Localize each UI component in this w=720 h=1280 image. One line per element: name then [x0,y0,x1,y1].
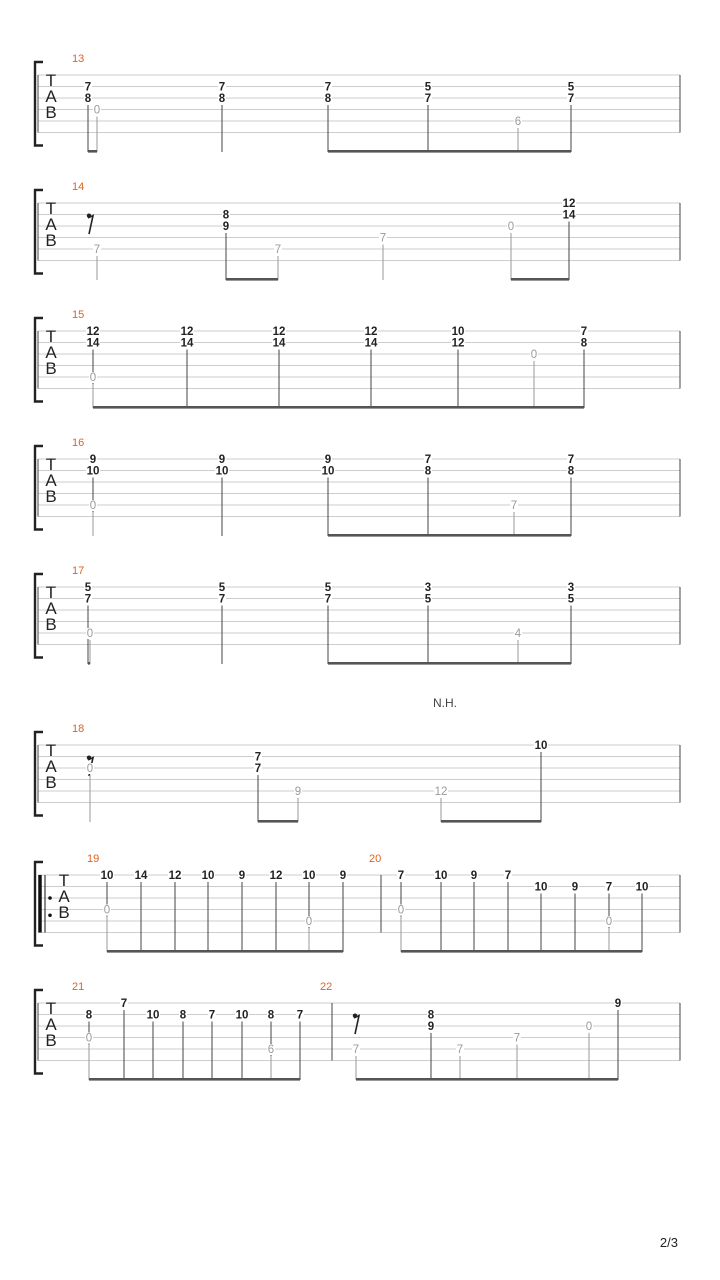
ghost-fret-number: 6 [514,116,522,128]
fret-number: 14 [180,337,194,350]
fret-number: 9 [89,454,97,466]
fret-number: 12 [451,337,465,350]
fret-number: 7 [567,454,575,466]
tab-clef-letter: B [58,903,70,922]
fret-number: 9 [427,1021,435,1033]
beam [441,820,541,823]
fret-number: 10 [235,1009,249,1022]
tab-clef-letter: A [45,87,57,106]
fret-number: 7 [218,81,226,94]
fret-number: 3 [567,582,575,594]
tab-system [35,309,680,409]
ghost-fret-number: 0 [585,1021,593,1033]
fret-number: 5 [424,593,432,606]
fret-number: 10 [86,465,100,478]
beam [258,820,298,823]
beam [401,950,642,953]
measure-number: 14 [72,181,85,193]
ghost-fret-number: 0 [397,904,405,917]
ghost-fret-number: 0 [86,628,94,640]
ghost-fret-number: 4 [514,628,522,640]
fret-number: 12 [86,326,100,338]
fret-number: 8 [427,1009,435,1022]
ghost-fret-number: 7 [93,244,101,256]
fret-number: 7 [567,93,575,105]
fret-number: 7 [120,998,128,1010]
ghost-fret-number: 0 [86,763,94,775]
fret-number: 3 [424,582,432,594]
fret-number: 14 [86,337,100,350]
tab-clef-letter: T [45,999,57,1018]
ghost-fret-number: 7 [456,1044,464,1056]
fret-number: 7 [605,881,613,894]
tab-system [35,981,680,1081]
beam [107,950,343,953]
fret-number: 14 [134,870,148,882]
fret-number: 12 [180,326,194,338]
beam [356,1078,618,1081]
ghost-fret-number: 7 [379,232,387,245]
fret-number: 7 [324,81,332,94]
measure-number: 22 [320,981,333,993]
beam [328,662,571,665]
tab-clef-letter: B [45,615,57,634]
fret-number: 10 [635,881,649,894]
fret-number: 14 [562,209,576,222]
beam [88,662,90,665]
fret-number: 5 [84,582,92,594]
fret-number: 7 [504,870,512,882]
tab-clef-letter: B [45,103,57,122]
fret-number: 10 [451,326,465,338]
ghost-fret-number: 0 [305,916,313,928]
fret-number: 12 [269,870,283,882]
fret-number: 9 [571,881,579,894]
tab-clef-letter: A [45,471,57,490]
ghost-fret-number: 9 [294,786,302,798]
tab-clef-letter: T [58,871,70,890]
fret-number: 10 [321,465,335,478]
tab-clef-letter: A [45,1015,57,1034]
ghost-fret-number: 0 [89,372,97,384]
system-bracket [35,574,43,658]
fret-number: 8 [85,1009,93,1022]
fret-number: 10 [100,870,114,882]
fret-number: 5 [324,582,332,594]
fret-number: 14 [272,337,286,350]
system-bracket [35,446,43,530]
eighth-rest-icon [87,213,93,234]
beam [328,534,571,537]
tab-system [35,565,680,665]
ghost-fret-number: 0 [605,916,613,928]
beam [328,150,571,153]
fret-number: 7 [84,81,92,94]
fret-number: 9 [222,221,230,233]
fret-number: 5 [424,81,432,94]
repeat-dot [48,896,52,900]
fret-number: 8 [424,465,432,478]
page-number: 2/3 [659,1235,678,1250]
tab-clef-letter: B [45,359,57,378]
fret-number: 8 [567,465,575,478]
beam [226,278,278,281]
tab-clef-letter: B [45,231,57,250]
fret-number: 10 [302,870,316,882]
ghost-fret-number: 0 [89,500,97,512]
fret-number: 5 [218,582,226,594]
fret-number: 7 [424,93,432,105]
beam [88,150,97,153]
tab-clef-letter: T [45,741,57,760]
beam [93,406,584,409]
measure-number: 15 [72,309,85,321]
tab-clef-letter: A [45,343,57,362]
fret-number: 10 [534,881,548,894]
fret-number: 10 [534,740,548,752]
fret-number: 9 [238,870,246,882]
fret-number: 7 [580,326,588,338]
measure-number: 16 [72,437,85,449]
fret-number: 9 [614,998,622,1010]
system-bracket [35,62,43,146]
fret-number: 10 [146,1009,160,1022]
ghost-fret-number: 0 [507,221,515,233]
measure-number: 13 [72,53,85,65]
ghost-fret-number: 7 [510,500,518,512]
harmonic-annotation: N.H. [433,696,457,710]
fret-number: 10 [434,870,448,882]
fret-number: 10 [201,870,215,882]
fret-number: 12 [168,870,182,882]
fret-number: 7 [208,1009,216,1022]
ghost-fret-number: 0 [93,104,101,117]
fret-number: 8 [267,1009,275,1022]
fret-number: 7 [254,763,262,775]
ghost-fret-number: 7 [274,244,282,256]
tab-system [35,853,680,953]
tab-clef-letter: B [45,487,57,506]
beam [511,278,569,281]
tab-clef-letter: T [45,455,57,474]
fret-number: 7 [254,751,262,764]
measure-number: 20 [369,853,382,865]
fret-number: 7 [296,1009,304,1022]
fret-number: 8 [222,209,230,222]
fret-number: 9 [218,454,226,466]
fret-number: 7 [324,593,332,606]
system-bracket [35,318,43,402]
tab-system [35,181,680,281]
fret-number: 5 [567,81,575,94]
tab-system [35,437,680,537]
measure-number: 18 [72,723,85,735]
system-bracket [35,990,43,1074]
system-bracket [35,190,43,274]
fret-number: 5 [567,593,575,606]
ghost-fret-number: 0 [85,1032,93,1045]
beam [89,1078,300,1081]
eighth-rest-icon [353,1013,359,1034]
fret-number: 8 [324,93,332,105]
tab-clef-letter: T [45,327,57,346]
fret-number: 9 [324,454,332,466]
tab-clef-letter: A [45,757,57,776]
fret-number: 8 [84,93,92,105]
fret-number: 14 [364,337,378,350]
fret-number: 10 [215,465,229,478]
fret-number: 7 [218,593,226,606]
ghost-fret-number: 6 [267,1044,275,1056]
fret-number: 9 [339,870,347,882]
tab-clef-letter: B [45,1031,57,1050]
ghost-fret-number: 0 [530,349,538,361]
tab-clef-letter: A [45,599,57,618]
measure-number: 17 [72,565,85,577]
tab-clef-letter: T [45,199,57,218]
fret-number: 12 [364,326,378,338]
repeat-dot [48,913,52,917]
fret-number: 9 [470,870,478,882]
tab-clef-letter: T [45,71,57,90]
fret-number: 12 [562,198,576,210]
tab-clef-letter: T [45,583,57,602]
measure-number: 21 [72,981,85,993]
fret-number: 7 [424,454,432,466]
tab-system [35,696,680,823]
ghost-fret-number: 7 [513,1032,521,1045]
tab-clef-letter: A [58,887,70,906]
fret-number: 8 [218,93,226,105]
fret-number: 12 [272,326,286,338]
ghost-fret-number: 12 [434,786,448,798]
fret-number: 8 [179,1009,187,1022]
fret-number: 7 [84,593,92,606]
tab-system [35,53,680,153]
fret-number: 7 [397,870,405,882]
measure-number: 19 [87,853,100,865]
fret-number: 8 [580,337,588,350]
system-bracket [35,732,43,816]
tab-clef-letter: A [45,215,57,234]
tab-clef-letter: B [45,773,57,792]
ghost-fret-number: 0 [103,904,111,917]
ghost-fret-number: 7 [352,1044,360,1056]
